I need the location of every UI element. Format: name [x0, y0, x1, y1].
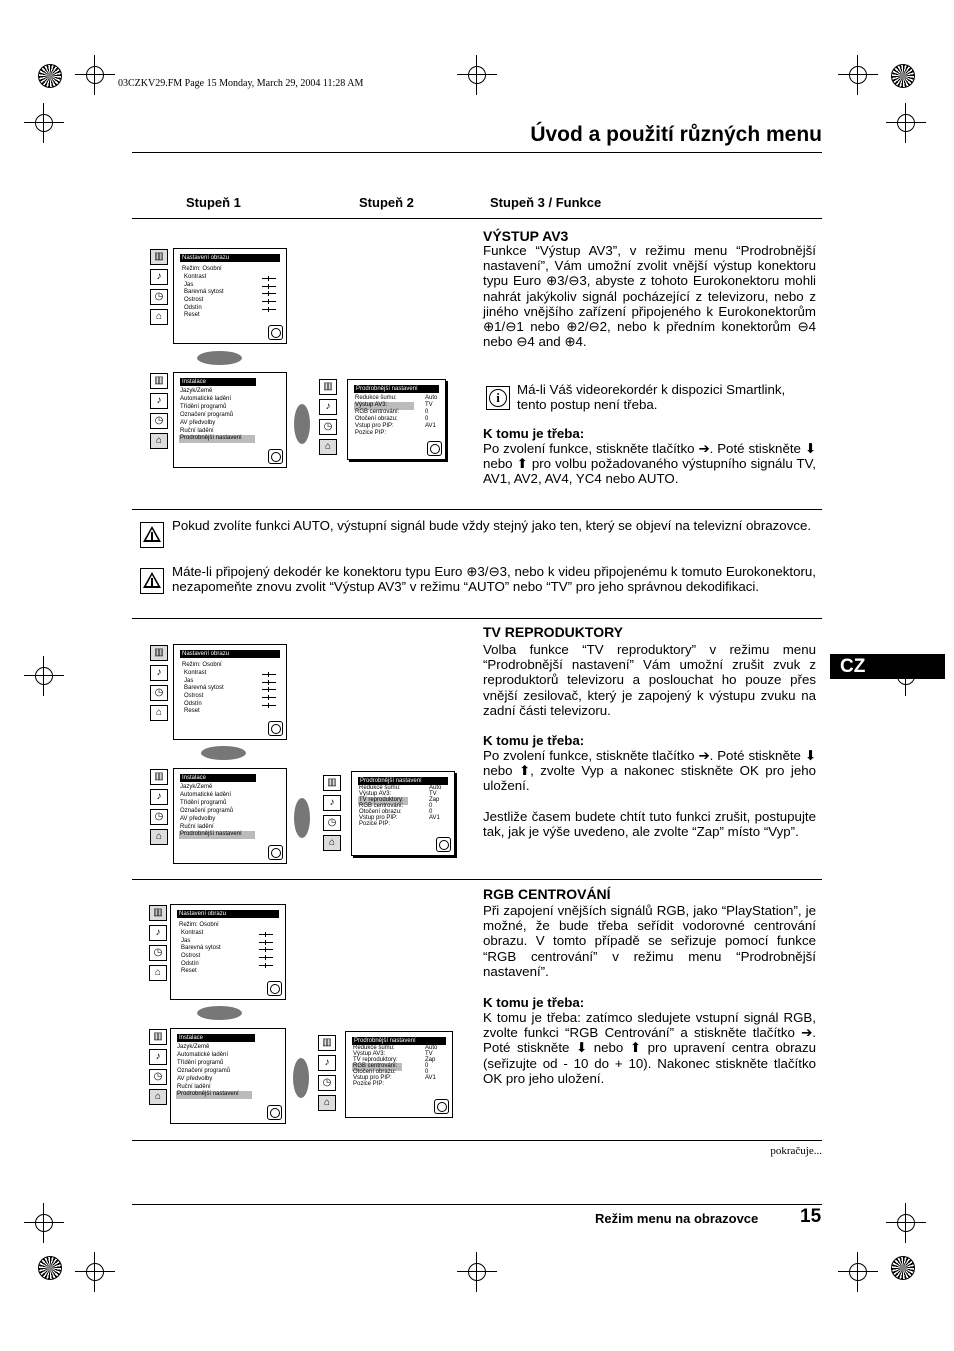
column-heading-stage1: Stupeň 1 [186, 195, 241, 210]
warning-text-decoder: Máte-li připojený dekodér ke konektoru typu Euro ⊕3/⊖3, nebo k videu připojenému k tomuto Eurokonektoru, nezapomeňte znovu zvolit “Výstup AV3” v režimu “AUTO” nebo “TV” pro jeho správnou dekodifikaci. [172, 564, 816, 595]
picture-menu-screen [173, 644, 287, 740]
menu-item: RGB centrování: [355, 409, 400, 415]
section-body-tv-speakers: Volba funkce “TV reproduktory” v režimu menu “Prodrobnější nastavení” Vám umožní zrušit zvuk z reproduktorů televizoru a poslouchat ho pouze přes vnější zesilovač, který je zapojený k výstupu zvuku na zadní části televizoru. [483, 642, 816, 718]
install-menu-screen [173, 768, 287, 864]
menu-item-selected: Prodrobnější nastavení [180, 435, 242, 441]
section-extra-text: Jestliže časem budete chtít tuto funkci zrušit, postupujte tak, jak je výše uvedeno, ale zvolte “Zap” místo “Vyp”. [483, 809, 816, 840]
ok-button-icon [436, 837, 451, 852]
menu-item: Odstín [184, 701, 202, 707]
menu-item: Jazyk/Země [180, 388, 213, 394]
setup-icon: ⌂ [318, 1095, 336, 1111]
menu-item-selected: Výstup AV3: [355, 402, 388, 408]
warning-icon [140, 522, 164, 548]
menu-item: Pozice PIP: [353, 1081, 385, 1087]
menu-item: TV reproduktory: [353, 1057, 398, 1063]
menu-item: Otočení obrazu: [355, 416, 398, 422]
howto-heading: K tomu je třeba: [483, 426, 585, 441]
menu-item: Označení programů [177, 1068, 231, 1074]
menu-item: Třídění programů [180, 800, 227, 806]
menu-item: Reset [184, 312, 200, 318]
menu-value: 0 [425, 409, 429, 415]
menu-item: AV předvolby [180, 420, 216, 426]
timer-icon: ◷ [323, 815, 341, 831]
crosshair-mark [24, 656, 64, 696]
menu-item: Ostrost [184, 297, 204, 303]
setup-icon: ⌂ [150, 829, 168, 845]
picture-icon: ▥ [319, 379, 337, 395]
menu-item: AV předvolby [180, 816, 216, 822]
menu-item: Otočení obrazu: [353, 1069, 396, 1075]
ok-button-icon [268, 325, 283, 340]
howto-heading: K tomu je třeba: [483, 995, 585, 1010]
menu-item: Barevná sytost [184, 289, 224, 295]
picture-icon: ▥ [323, 775, 341, 791]
crosshair-mark [457, 55, 497, 95]
sound-icon: ♪ [318, 1055, 336, 1071]
timer-icon: ◷ [318, 1075, 336, 1091]
menu-title: Prodrobnější nastavení [354, 385, 439, 393]
menu-item: Režim: Osobní [182, 662, 222, 668]
menu-item: Vstup pro PIP: [359, 815, 398, 821]
continued-note: pokračuje... [770, 1145, 822, 1157]
level-slider [259, 942, 273, 943]
column-heading-stage3: Stupeň 3 / Funkce [490, 195, 602, 210]
footer-rule [132, 1204, 822, 1205]
menu-title: Instalace [180, 378, 256, 386]
right-arrow-icon [293, 1058, 309, 1098]
timer-icon: ◷ [150, 809, 168, 825]
menu-title: Prodrobnější nastavení [358, 777, 448, 785]
registration-mark-top-right [891, 64, 915, 88]
setup-icon: ⌂ [319, 439, 337, 455]
menu-value: Auto [425, 395, 438, 401]
column-heading-stage2: Stupeň 2 [359, 195, 414, 210]
setup-icon: ⌂ [149, 1089, 167, 1105]
ok-button-icon [268, 449, 283, 464]
page-number: 15 [800, 1206, 822, 1227]
menu-item: Vstup pro PIP: [353, 1075, 392, 1081]
menu-item: Otočení obrazu: [359, 809, 402, 815]
warning-text-auto: Pokud zvolíte funkci AUTO, výstupní signál bude vždy stejný jako ten, který se objeví na televizní obrazovce. [172, 518, 812, 533]
section-title-rgb-centering: RGB CENTROVÁNÍ [483, 886, 611, 902]
menu-value: TV [429, 791, 437, 797]
menu-item: Ruční ladění [177, 1084, 211, 1090]
language-tab: CZ [830, 654, 945, 679]
sound-icon: ♪ [150, 393, 168, 409]
sound-icon: ♪ [150, 789, 168, 805]
level-slider [262, 682, 276, 683]
menu-item: Kontrast [181, 930, 204, 936]
section-body-rgb-centering: Při zapojení vnějších signálů RGB, jako “PlayStation”, je možné, že bude třeba seřídit vodorovné centrování obrazu. V tomto případě se seřizuje pomocí funkce “RGB centrování” v režimu menu “Prodrobnější nastavení”. [483, 903, 816, 979]
menu-item: Ruční ladění [180, 824, 214, 830]
menu-title: Instalace [177, 1034, 255, 1042]
howto-heading: K tomu je třeba: [483, 733, 585, 748]
menu-item: Režim: Osobní [182, 266, 222, 272]
menu-icon-column [150, 373, 168, 453]
menu-value: TV [425, 1051, 433, 1057]
menu-value: Auto [429, 785, 442, 791]
menu-value: 0 [425, 416, 429, 422]
menu-icon-column [149, 1029, 167, 1109]
setup-icon: ⌂ [149, 965, 167, 981]
menu-item: Barevná sytost [181, 945, 221, 951]
sound-icon: ♪ [149, 925, 167, 941]
right-arrow-icon [294, 798, 310, 838]
setup-icon: ⌂ [150, 309, 168, 325]
install-menu-screen [173, 372, 287, 468]
menu-icon-column [323, 775, 341, 855]
level-slider [262, 705, 276, 706]
ok-button-icon [267, 1105, 282, 1120]
picture-icon: ▥ [150, 373, 168, 389]
menu-value: AV1 [425, 423, 436, 429]
level-slider [262, 293, 276, 294]
menu-item: Kontrast [184, 670, 207, 676]
crosshair-mark [24, 103, 64, 143]
level-slider [262, 674, 276, 675]
menu-item: Automatické ladění [177, 1052, 229, 1058]
info-note: Má-li Váš videorekordér k dispozici Smartlink, tento postup není třeba. [517, 382, 786, 413]
crosshair-mark [24, 1203, 64, 1243]
menu-item: Jazyk/Země [177, 1044, 210, 1050]
menu-item: Ostrost [181, 953, 201, 959]
ok-button-icon [267, 981, 282, 996]
setup-icon: ⌂ [150, 433, 168, 449]
menu-item: Automatické ladění [180, 396, 232, 402]
crosshair-mark [886, 103, 926, 143]
menu-value: AV1 [429, 815, 440, 821]
menu-item: Jas [181, 938, 191, 944]
title-rule [132, 152, 822, 153]
menu-value: TV [425, 402, 433, 408]
file-header-line: 03CZKV29.FM Page 15 Monday, March 29, 2004 11:28 AM [118, 78, 364, 89]
picture-icon: ▥ [150, 249, 168, 265]
sound-icon: ♪ [319, 399, 337, 415]
level-slider [262, 278, 276, 279]
advanced-menu-screen [347, 379, 446, 460]
section-body-av3-output: Funkce “Výstup AV3”, v režimu menu “Prodrobnější nastavení”, Vám umožní zvolit vnější výstup konektoru typu Euro ⊕3/⊖3, abyste z tohoto Eurokonektoru mohli nahrát jakýkoliv signál pocházející z televizoru, nebo z jiného vnějšího zařízení připojeného k Eurokonektorům ⊕1/⊖1 nebo ⊕2/⊖2, nebo k předním konektorům ⊖4 nebo ⊖4 and ⊕4. [483, 243, 816, 350]
crosshair-mark [838, 55, 878, 95]
footer-label: Režim menu na obrazovce [595, 1211, 759, 1226]
howto-text: K tomu je třeba: zatímco sledujete vstupní signál RGB, zvolte funkci “RGB Centrování” a stiskněte tlačítko ➔. Poté stiskněte ⬇ nebo ⬆ pro upravení centra obrazu (seřizujte od - 10 do + 10). Nakonec stiskněte tlačítko OK pro jeho uložení. [483, 1010, 816, 1086]
sound-icon: ♪ [323, 795, 341, 811]
menu-title: Nastavení obrazu [177, 910, 279, 918]
sound-icon: ♪ [150, 269, 168, 285]
menu-value: 0 [425, 1069, 429, 1075]
level-slider [259, 934, 273, 935]
level-slider [262, 286, 276, 287]
menu-item-selected: Prodrobnější nastavení [177, 1091, 239, 1097]
menu-icon-column [318, 1035, 336, 1115]
down-arrow-icon [197, 1006, 242, 1020]
howto-text: Po zvolení funkce, stiskněte tlačítko ➔. Poté stiskněte ⬇ nebo ⬆, zvolte Vyp a nakonec stiskněte OK pro jeho uložení. [483, 748, 816, 794]
timer-icon: ◷ [150, 685, 168, 701]
level-slider [262, 301, 276, 302]
menu-item: Jas [184, 282, 194, 288]
ok-button-icon [268, 845, 283, 860]
ok-button-icon [268, 721, 283, 736]
menu-item: Redukce šumu: [353, 1045, 395, 1051]
menu-item: Třídění programů [180, 404, 227, 410]
menu-item: Odstín [181, 961, 199, 967]
menu-icon-column [319, 379, 337, 459]
ok-button-icon [427, 441, 442, 456]
registration-mark-top-left [38, 64, 62, 88]
registration-mark-bottom-left [38, 1256, 62, 1280]
menu-item-selected: RGB centrování: [353, 1063, 398, 1069]
section-title-tv-speakers: TV REPRODUKTORY [483, 624, 624, 640]
right-arrow-icon [294, 404, 310, 444]
picture-menu-screen [173, 248, 287, 344]
timer-icon: ◷ [149, 1069, 167, 1085]
menu-value: 0 [429, 803, 433, 809]
menu-item-selected: Prodrobnější nastavení [180, 831, 242, 837]
menu-title: Prodrobnější nastavení [352, 1037, 446, 1045]
crosshair-mark [75, 55, 115, 95]
menu-title: Nastavení obrazu [180, 650, 280, 658]
menu-icon-column [149, 905, 167, 985]
crosshair-mark [457, 1252, 497, 1292]
menu-value: AV1 [425, 1075, 436, 1081]
menu-item: Jas [184, 678, 194, 684]
level-slider [262, 689, 276, 690]
level-slider [262, 309, 276, 310]
menu-value: Zap [429, 797, 440, 803]
section-rule [132, 618, 822, 619]
timer-icon: ◷ [319, 419, 337, 435]
picture-icon: ▥ [318, 1035, 336, 1051]
menu-icon-column [150, 769, 168, 849]
level-slider [259, 949, 273, 950]
menu-item-selected: TV reproduktory: [359, 797, 404, 803]
down-arrow-icon [197, 351, 242, 365]
info-icon: i [486, 386, 510, 410]
menu-item: Kontrast [184, 274, 207, 280]
picture-menu-screen [170, 904, 286, 1000]
menu-item: Redukce šumu: [355, 395, 397, 401]
menu-item: Jazyk/Země [180, 784, 213, 790]
picture-icon: ▥ [150, 645, 168, 661]
menu-item: Označení programů [180, 808, 234, 814]
menu-icon-column [150, 249, 168, 329]
menu-item: Označení programů [180, 412, 234, 418]
level-slider [259, 957, 273, 958]
menu-item: Ostrost [184, 693, 204, 699]
menu-item: Pozice PIP: [359, 821, 391, 827]
menu-item: Výstup AV3: [353, 1051, 386, 1057]
menu-item: Reset [181, 968, 197, 974]
timer-icon: ◷ [149, 945, 167, 961]
crosshair-mark [886, 1203, 926, 1243]
section-rule [132, 509, 822, 510]
menu-item: Třídění programů [177, 1060, 224, 1066]
section-rule [132, 879, 822, 880]
picture-icon: ▥ [149, 905, 167, 921]
menu-item: Redukce šumu: [359, 785, 401, 791]
setup-icon: ⌂ [150, 705, 168, 721]
level-slider [262, 697, 276, 698]
registration-mark-bottom-right [891, 1256, 915, 1280]
section-rule [132, 1140, 822, 1141]
menu-item: Pozice PIP: [355, 430, 387, 436]
menu-item: Barevná sytost [184, 685, 224, 691]
advanced-menu-screen [345, 1031, 453, 1118]
crosshair-mark [75, 1252, 115, 1292]
menu-value: Zap [425, 1057, 436, 1063]
picture-icon: ▥ [150, 769, 168, 785]
timer-icon: ◷ [150, 413, 168, 429]
menu-title: Nastavení obrazu [180, 254, 280, 262]
menu-item: RGB centrování: [359, 803, 404, 809]
picture-icon: ▥ [149, 1029, 167, 1045]
sound-icon: ♪ [149, 1049, 167, 1065]
level-slider [259, 965, 273, 966]
menu-item: Výstup AV3: [359, 791, 392, 797]
menu-item: Ruční ladění [180, 428, 214, 434]
menu-value: 0 [425, 1063, 429, 1069]
section-title-av3-output: VÝSTUP AV3 [483, 228, 569, 244]
column-heading-rule [132, 218, 822, 219]
menu-icon-column [150, 645, 168, 725]
advanced-menu-screen [351, 771, 455, 856]
menu-item: Vstup pro PIP: [355, 423, 394, 429]
page-title: Úvod a použití různých menu [530, 123, 822, 146]
ok-button-icon [434, 1099, 449, 1114]
timer-icon: ◷ [150, 289, 168, 305]
menu-item: Reset [184, 708, 200, 714]
menu-value: 0 [429, 809, 433, 815]
howto-text: Po zvolení funkce, stiskněte tlačítko ➔. Poté stiskněte ⬇ nebo ⬆ pro volbu požadovaného výstupního signálu TV, AV1, AV2, AV4, YC4 nebo AUTO. [483, 441, 816, 487]
install-menu-screen [170, 1028, 286, 1124]
crosshair-mark [838, 1252, 878, 1292]
menu-item: AV předvolby [177, 1076, 213, 1082]
warning-icon [140, 568, 164, 594]
menu-title: Instalace [180, 774, 256, 782]
menu-item: Odstín [184, 305, 202, 311]
menu-value: Auto [425, 1045, 438, 1051]
sound-icon: ♪ [150, 665, 168, 681]
setup-icon: ⌂ [323, 835, 341, 851]
menu-item: Režim: Osobní [179, 922, 219, 928]
menu-item: Automatické ladění [180, 792, 232, 798]
down-arrow-icon [201, 746, 246, 760]
